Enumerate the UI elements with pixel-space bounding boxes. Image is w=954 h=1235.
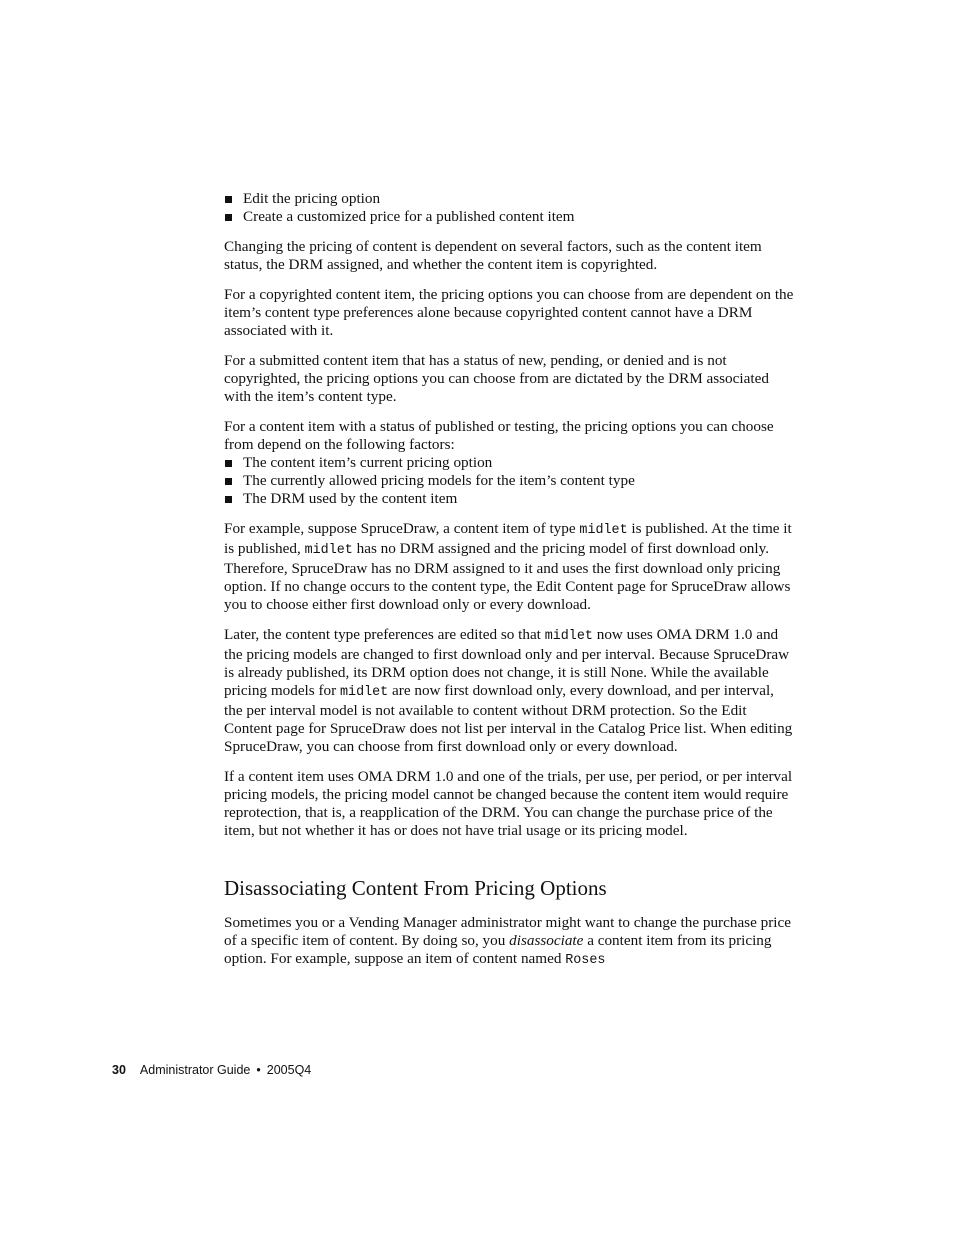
list-item: The currently allowed pricing models for the item’s content type xyxy=(224,472,794,490)
code-term: Roses xyxy=(565,953,606,968)
page-number: 30 xyxy=(112,1063,126,1077)
section-heading: Disassociating Content From Pricing Options xyxy=(224,876,607,900)
square-bullet-icon xyxy=(225,196,232,203)
footer-version: 2005Q4 xyxy=(266,1063,312,1077)
square-bullet-icon xyxy=(225,496,232,503)
page-body xyxy=(224,190,794,970)
paragraph-oma-drm: If a content item uses OMA DRM 1.0 and one of the trials, per use, per period, or per interval pricing models, the pricing model cannot be changed because the content item would require reprotection, that is, a reapplication of the DRM. You can change the purchase price of the item, but not whether it has or does not have trial usage or its pricing model. xyxy=(224,768,793,839)
square-bullet-icon xyxy=(225,478,232,485)
paragraph-published: For a content item with a status of published or testing, the pricing options you can choose from depend on the following factors: xyxy=(224,418,774,453)
list-item: The DRM used by the content item xyxy=(224,490,794,508)
list-item: Edit the pricing option xyxy=(224,190,794,208)
bullet-list-factors xyxy=(224,454,794,508)
paragraph-factors: Changing the pricing of content is dependent on several factors, such as the content item status, the DRM assigned, and whether the content item is copyrighted. xyxy=(224,238,762,273)
list-item: The content item’s current pricing option xyxy=(224,454,794,472)
code-term: midlet xyxy=(579,523,628,538)
paragraph-copyrighted: For a copyrighted content item, the pricing options you can choose from are dependent on the item’s content type preferences alone because copyrighted content cannot have a DRM associated with it. xyxy=(224,286,794,339)
list-item: Create a customized price for a published content item xyxy=(224,208,794,226)
emphasized-term: disassociate xyxy=(509,932,584,949)
paragraph-example: For example, suppose SpruceDraw, a content item of type midlet is published. At the time it is published, midlet has no DRM assigned and the pricing model of first download only. Therefore, SpruceDraw has no DRM assigned to it and uses the first download only pricing option. If no change occurs to the content type, the Edit Content page for SpruceDraw allows you to choose either first download only or every download. xyxy=(224,520,792,613)
code-term: midlet xyxy=(304,543,353,558)
paragraph-later: Later, the content type preferences are edited so that midlet now uses OMA DRM 1.0 and the pricing models are changed to first download only and per interval. Because SpruceDraw is already published, its DRM option does not change, it is still None. While the available pricing models for midlet are now first download only, every download, and per interval, the per interval model is not available to content without DRM protection. So the Edit Content page for SpruceDraw does not list per interval in the Catalog Price list. When editing SpruceDraw, you can choose from first download only or every download. xyxy=(224,626,793,755)
square-bullet-icon xyxy=(225,214,232,221)
code-term: midlet xyxy=(544,629,593,644)
bullet-list-actions xyxy=(224,190,794,226)
code-term: midlet xyxy=(340,685,389,700)
page-footer xyxy=(112,1063,311,1077)
paragraph-submitted: For a submitted content item that has a status of new, pending, or denied and is not copyrighted, the pricing options you can choose from are dictated by the DRM associated with the item’s content type. xyxy=(224,352,769,405)
footer-title: Administrator Guide xyxy=(139,1063,251,1077)
footer-separator: • xyxy=(256,1063,261,1077)
paragraph-disassociate: Sometimes you or a Vending Manager administrator might want to change the purchase price of a specific item of content. By doing so, you disassociate a content item from its pricing option. For example, suppose an item of content named Roses xyxy=(224,914,791,968)
square-bullet-icon xyxy=(225,460,232,467)
